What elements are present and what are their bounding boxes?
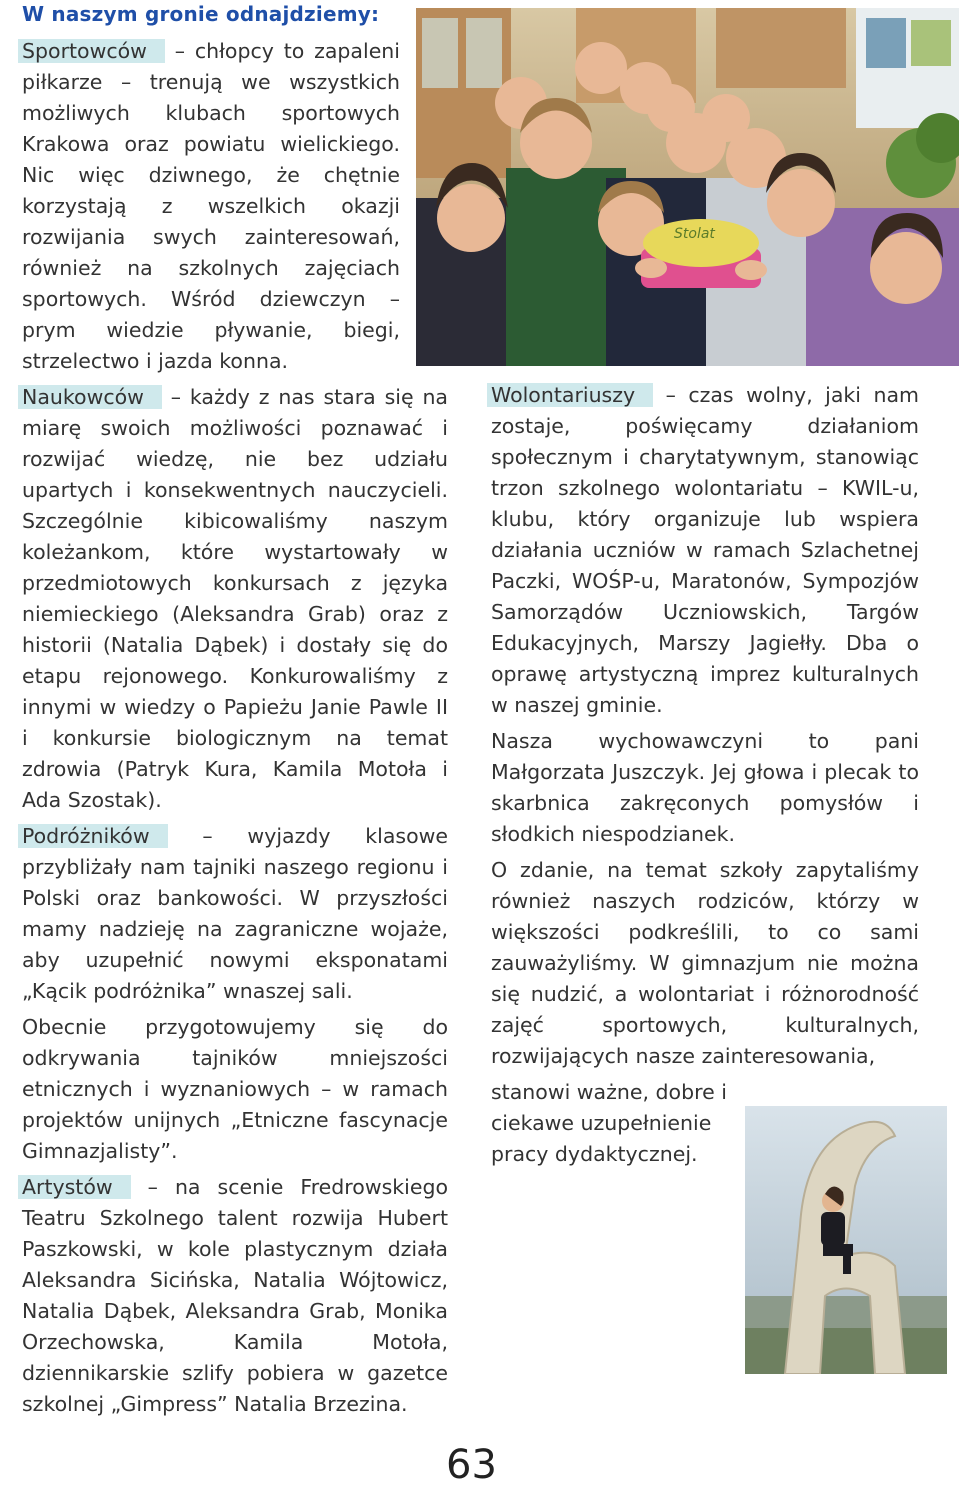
label-artists: Artystów bbox=[18, 1175, 131, 1199]
right-column bbox=[491, 380, 919, 1175]
paragraph-opinion-end: stanowi ważne, dobre i ciekawe uzupełnienie pracy dydaktycznej. bbox=[491, 1080, 727, 1166]
text-volunteers: – czas wolny, jaki nam zostaje, poświęcamy działaniom społecznym i charytatywnym, stanowiąc trzon szkolnego wolontariatu – KWIL-u, klubu, który organizuje lub wspiera działania uczniów w ramach Szlachetnej Paczki, WOŚP-u, Maratonów, Sympozjów Samorządów Uczniowskich, Targów Edukacyjnych, Marszy Jagiełły. Dba o oprawę artystyczną imprez kulturalnych w naszej gminie. bbox=[491, 383, 919, 717]
paragraph-science bbox=[22, 382, 448, 816]
label-sport: Sportowców bbox=[18, 39, 165, 63]
paragraph-travel bbox=[22, 821, 448, 1007]
paragraph-volunteers bbox=[491, 380, 919, 721]
teacher-sculpture-photo bbox=[745, 1106, 947, 1374]
text-artists: – na scenie Fredrowskiego Teatru Szkolnego talent rozwija Hubert Paszkowski, w kole plastycznym działa Aleksandra Sicińska, Natalia Wójtowicz, Natalia Dąbek, Aleksandra Grab, Monika Orzechowska, Kamila Motoła, dziennikarskie szlify pobiera w gazetce szkolnej „Gimpress” Natalia Brzezina. bbox=[22, 1175, 448, 1416]
class-group-photo bbox=[416, 8, 959, 366]
paragraph-artists bbox=[22, 1172, 448, 1420]
label-science: Naukowców bbox=[18, 385, 162, 409]
paragraph-opinion: O zdanie, na temat szkoły zapytaliśmy również naszych rodziców, którzy w większości podkreślili, to co sami zauważyliśmy. W gimnazjum nie można się nudzić, a wolontariat i różnorodność zajęć sportowych, kulturalnych, rozwijających nasze zainteresowania, bbox=[491, 858, 919, 1068]
paragraph-minorities: Obecnie przygotowujemy się do odkrywania tajników mniejszości etnicznych i wyznaniowych – w ramach projektów unijnych „Etniczne fascynacje Gimnazjalisty”. bbox=[22, 1015, 448, 1163]
class-group-photo-illustration bbox=[416, 8, 959, 366]
label-travel: Podróżników bbox=[18, 824, 168, 848]
paragraph-teacher: Nasza wychowawczyni to pani Małgorzata Juszczyk. Jej głowa i plecak to skarbnica zakręconych pomysłów i słodkich niespodzianek. bbox=[491, 729, 919, 846]
left-column bbox=[22, 36, 448, 1425]
teacher-sculpture-photo-illustration bbox=[745, 1106, 947, 1374]
paragraph-sport bbox=[22, 36, 400, 377]
text-sport: – chłopcy to zapaleni piłkarze – trenują we wszystkich możliwych klubach sportowych Krakowa oraz powiatu wielickiego. Nic więc dziwnego, że chętnie korzystają z wszelkich okazji rozwijania swych zainteresowań, również na szkolnych zajęciach sportowych. Wśród dziewczyn – prym wiedzie pływanie, biegi, strzelectwo i jazda konna. bbox=[22, 39, 400, 373]
text-travel: – wyjazdy klasowe przybliżały nam tajniki naszego regionu i Polski oraz bankowości. W przyszłości mamy nadzieję na zagraniczne wojaże, aby uzupełnić nowymi eksponatami „Kącik podróżnika” wnaszej sali. bbox=[22, 824, 448, 1003]
left-column-upper bbox=[22, 36, 400, 377]
cake-writing: Stolat bbox=[674, 226, 715, 242]
section-heading: W naszym gronie odnajdziemy: bbox=[22, 2, 380, 26]
label-volunteers: Wolontariuszy bbox=[487, 383, 653, 407]
text-science: – każdy z nas stara się na miarę swoich możliwości poznawać i rozwijać wiedzę, nie bez udziału upartych i konsekwentnych nauczycieli. Szczególnie kibicowaliśmy naszym koleżankom, które wystartowały w przedmiotowych konkursach z języka niemieckiego (Aleksandra Grab) oraz z historii (Natalia Dąbek) i dostały się do etapu rejonowego. Konkurowaliśmy z innymi w wiedzy o Papieżu Janie Pawle II i konkursie biologicznym na temat zdrowia (Patryk Kura, Kamila Motoła i Ada Szostak). bbox=[22, 385, 448, 812]
page-number: 63 bbox=[446, 1442, 497, 1488]
